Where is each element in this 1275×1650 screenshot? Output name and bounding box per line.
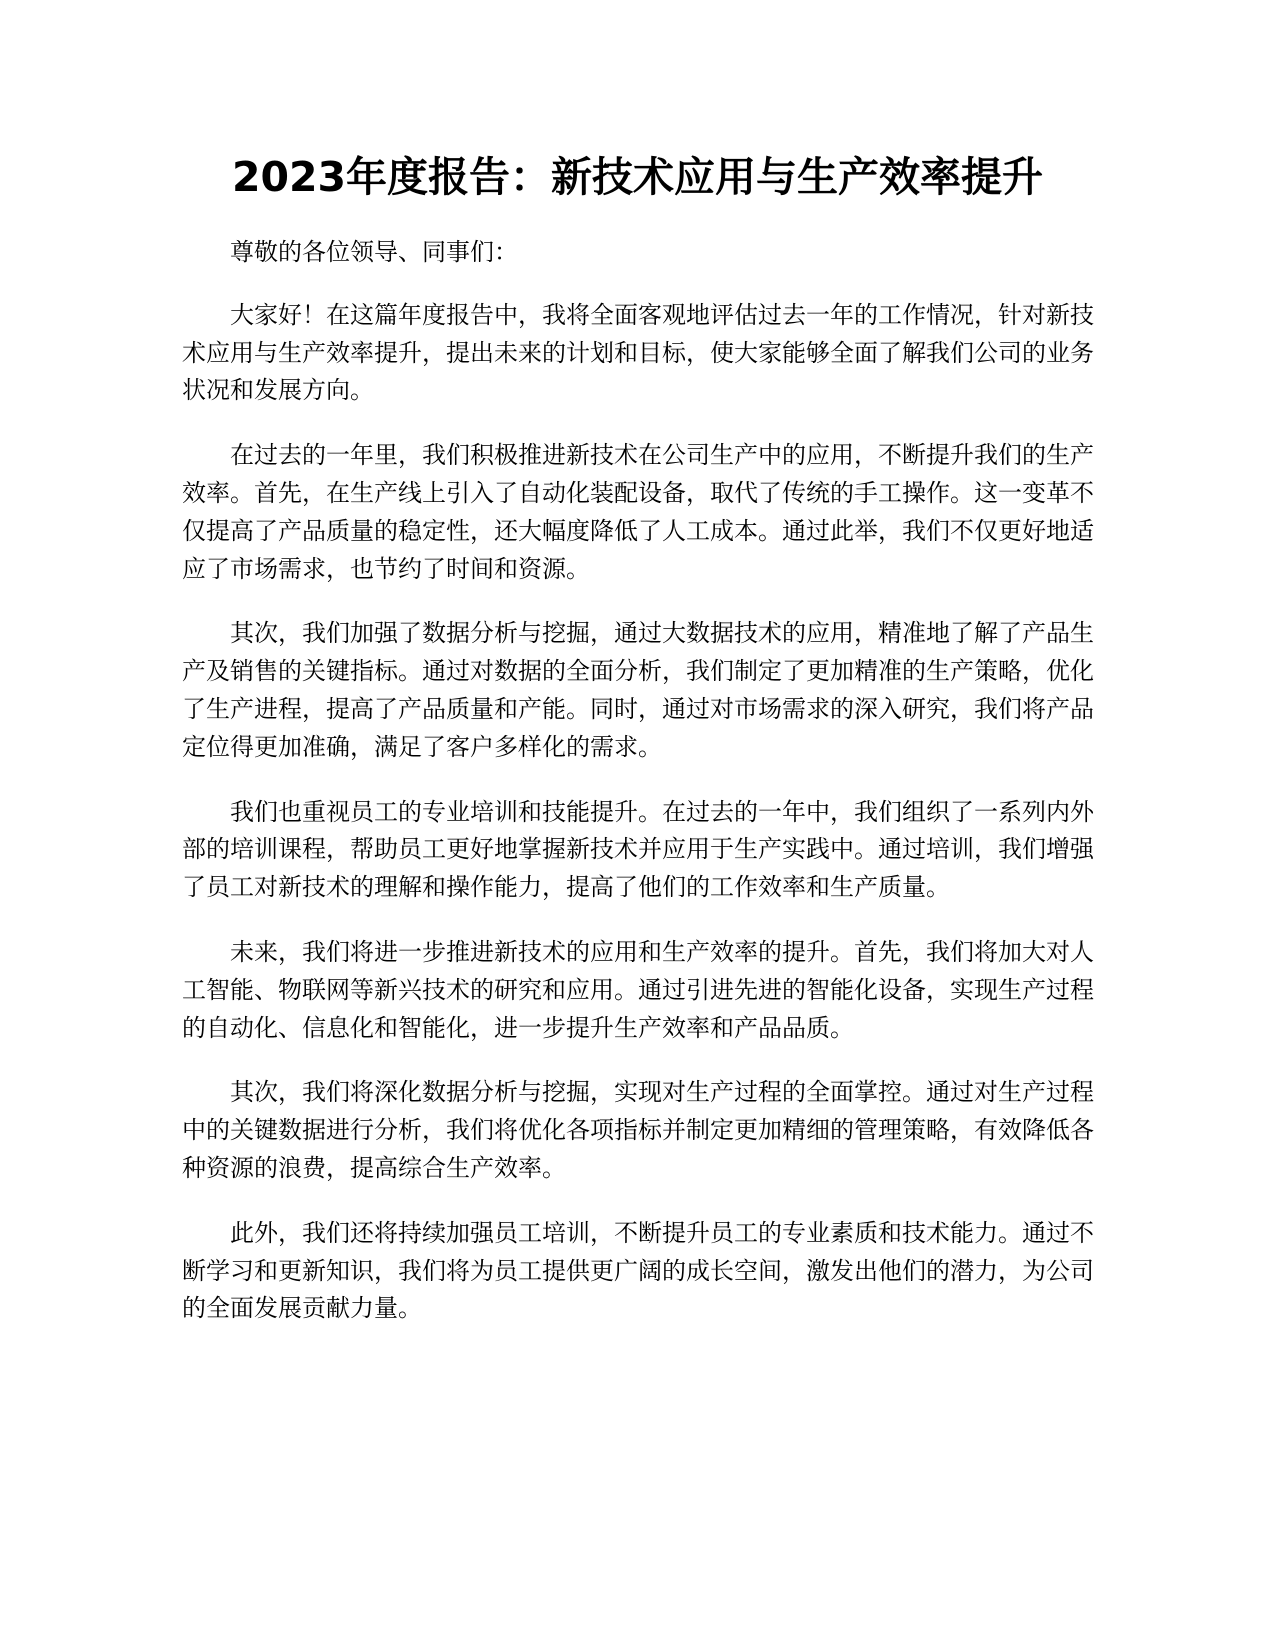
paragraph-data-analysis: 其次，我们加强了数据分析与挖掘，通过大数据技术的应用，精准地了解了产品生产及销售的关键指标。通过对数据的全面分析，我们制定了更加精准的生产策略，优化了生产进程，提高了产品质量和产能。同时，通过对市场需求的深入研究，我们将产品定位得更加准确，满足了客户多样化的需求。 bbox=[182, 619, 1094, 761]
salutation: 尊敬的各位领导、同事们： bbox=[230, 238, 518, 266]
paragraph-future-training: 此外，我们还将持续加强员工培训，不断提升员工的专业素质和技术能力。通过不断学习和更新知识，我们将为员工提供更广阔的成长空间，激发出他们的潜力，为公司的全面发展贡献力量。 bbox=[182, 1218, 1094, 1323]
paragraph-automation: 在过去的一年里，我们积极推进新技术在公司生产中的应用，不断提升我们的生产效率。首先，在生产线上引入了自动化装配设备，取代了传统的手工操作。这一变革不仅提高了产品质量的稳定性，还大幅度降低了人工成本。通过此举，我们不仅更好地适应了市场需求，也节约了时间和资源。 bbox=[182, 441, 1094, 583]
paragraph-training: 我们也重视员工的专业培训和技能提升。在过去的一年中，我们组织了一系列内外部的培训课程，帮助员工更好地掌握新技术并应用于生产实践中。通过培训，我们增强了员工对新技术的理解和操作能力，提高了他们的工作效率和生产质量。 bbox=[182, 797, 1094, 902]
document-title: 2023年度报告：新技术应用与生产效率提升 bbox=[231, 153, 1044, 201]
paragraph-future-data: 其次，我们将深化数据分析与挖掘，实现对生产过程的全面掌控。通过对生产过程中的关键数据进行分析，我们将优化各项指标并制定更加精细的管理策略，有效降低各种资源的浪费，提高综合生产效率。 bbox=[182, 1078, 1094, 1182]
paragraph-future-tech: 未来，我们将进一步推进新技术的应用和生产效率的提升。首先，我们将加大对人工智能、物联网等新兴技术的研究和应用。通过引进先进的智能化设备，实现生产过程的自动化、信息化和智能化，进一步提升生产效率和产品品质。 bbox=[182, 937, 1094, 1042]
document-body bbox=[182, 234, 1094, 1355]
paragraph-intro: 大家好！在这篇年度报告中，我将全面客观地评估过去一年的工作情况，针对新技术应用与生产效率提升，提出未来的计划和目标，使大家能够全面了解我们公司的业务状况和发展方向。 bbox=[182, 300, 1094, 405]
